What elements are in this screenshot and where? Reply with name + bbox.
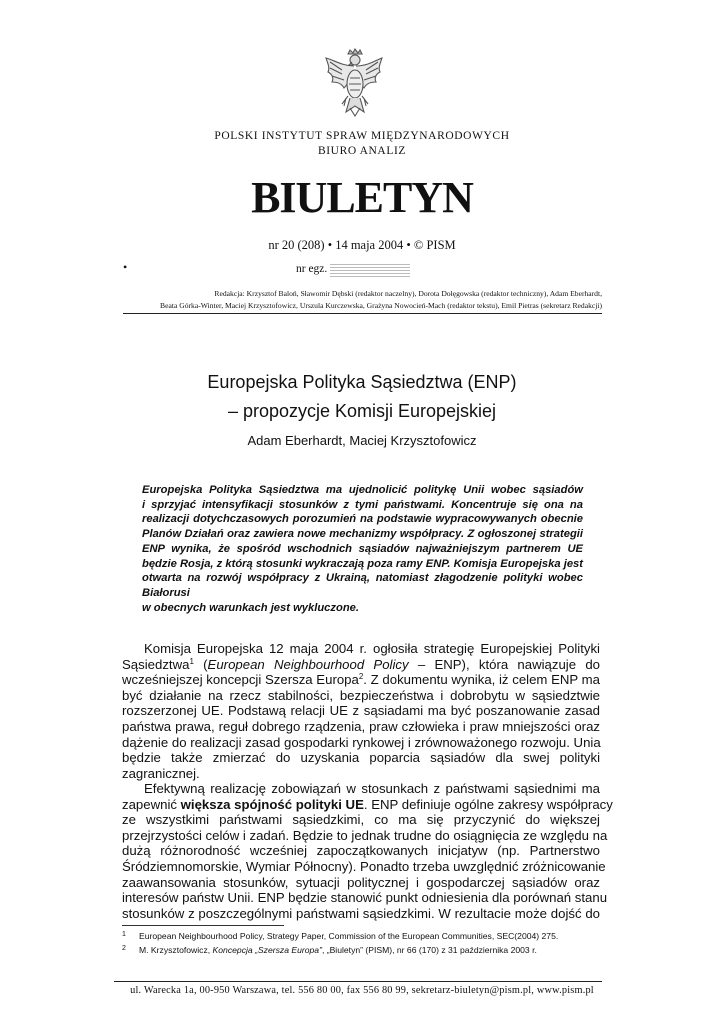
office-name: BIURO ANALIZ [317, 145, 406, 157]
text-line: być działanie na rzecz stabilności, bezpieczeństwa i dobrobytu w sąsiedztwie [122, 687, 600, 703]
publication-title: BIULETYN [251, 173, 473, 222]
text-line: Śródziemnomorskie, Wymiar Północny). Ponadto trzeba uwzględnić zróżnicowanie [122, 858, 606, 874]
copy-number-label: nr egz. [296, 263, 328, 275]
header-divider [123, 313, 602, 314]
text-line: interesów państw Unii. ENP będzie stanowić punkt odniesienia dla porównań stanu [122, 890, 608, 906]
editorial-board [123, 288, 602, 312]
emphasis: większa spójność polityki UE [180, 796, 364, 812]
footnote: 2 M. Krzysztofowicz, Koncepcja „Szersza Europa”, „Biuletyn” (PISM), nr 66 (170) z 31 października 2003 r. [122, 944, 537, 955]
body-paragraph-2 [122, 781, 613, 921]
text-line: wcześniejszej koncepcji Szersza Europa$^2$. Z dokumentu wynika, iż celem ENP ma [122, 672, 600, 688]
text-line: rozszerzonej UE. Podstawą relacji UE z sąsiadami ma być poszanowanie zasad [122, 703, 600, 719]
abstract-line: będzie Rosja, z którą stosunki wykraczają poza ramy ENP. Komisja Europejska jest [142, 557, 583, 570]
footer-divider [114, 981, 602, 982]
header-bullet: • [123, 260, 128, 274]
text-line: przejrzystości celów i zadań. Będzie to jednak trudne do osiągnięcia ze względu na [122, 827, 608, 843]
text-line: zagranicznej. [122, 765, 200, 781]
footnote-ref[interactable]: 1 [189, 656, 194, 666]
text-line: Efektywną realizację zobowiązań w stosunkach z państwami sąsiednimi ma [144, 781, 600, 796]
text-line: dużą różnorodność wcześniej zapoczątkowanych inicjatyw (np. Partnerstwo [122, 843, 600, 859]
abstract-line: otwarta na rozwój współpracy z Ukrainą, natomiast złagodzenie polityki wobec [142, 572, 583, 585]
text-line: państwa prawa, reguł dobrego rządzenia, praw człowieka i praw mniejszości oraz [122, 718, 600, 734]
polish-eagle-emblem-icon [322, 48, 386, 118]
footnote-divider [122, 925, 284, 926]
text-line: Sąsiedztwa$^1$ (European Neighbourhood Policy – ENP), która nawiązuje do [122, 656, 600, 672]
footnote: 1 European Neighbourhood Policy, Strategy Paper, Commission of the European Communities, SEC(2004) 275. [122, 931, 559, 941]
editors-line: Redakcja: Krzysztof Baloń, Sławomir Dębski (redaktor naczelny), Dorota Dołęgowska (redaktor techniczny), Adam Eberhardt, [214, 289, 602, 298]
institute-name: POLSKI INSTYTUT SPRAW MIĘDZYNARODOWYCH [214, 130, 510, 142]
text-line: zaawansowania stosunków, sytuacji politycznej i gospodarczej sąsiadów oraz [122, 874, 600, 890]
abstract-line: Białorusi [142, 586, 190, 599]
text-line: Komisja Europejska 12 maja 2004 r. ogłosiła strategię Europejskiej Polityki [144, 641, 600, 656]
copy-number-field [330, 262, 410, 277]
text-line: zapewnić większa spójność polityki UE. ENP definiuje ogólne zakresy współpracy [122, 796, 613, 812]
article-title: Europejska Polityka Sąsiedztwa (ENP) [207, 372, 517, 392]
editors-line: Beata Górka-Winter, Maciej Krzysztofowicz, Urszula Kurczewska, Grażyna Nowocień-Mach (redaktor tekstu), Emil Pietras (sekretarz Redakcji) [160, 301, 602, 310]
abstract-line: Planów Działań oraz zawiera nowe mechanizmy współpracy. Z ogłoszonej strategii [142, 528, 583, 541]
footer-address: ul. Warecka 1a, 00-950 Warszawa, tel. 556 80 00, fax 556 80 99, sekretarz-biuletyn@pism.pl, www.pism.pl [130, 985, 594, 996]
abstract-line: i sprzyjać intensyfikacji stosunków z tymi państwami. Koncentruje się ona na [142, 498, 583, 511]
text-line: ze wszystkimi państwami sąsiedzkimi, co ma się przyczynić do większej [122, 812, 600, 828]
footnote-ref[interactable]: 2 [358, 672, 364, 682]
abstract-line: realizacji dotychczasowych porozumień na podstawie wypracowywanych obecnie [142, 513, 583, 526]
issue-info: nr 20 (208) • 14 maja 2004 • © PISM [268, 238, 456, 252]
article-subtitle: – propozycje Komisji Europejskiej [227, 401, 497, 421]
abstract-line: Europejska Polityka Sąsiedztwa ma ujednolicić politykę Unii wobec sąsiadów [142, 484, 583, 496]
text-line: stosunków z poszczególnymi państwami sąsiedzkimi. W rezultacie może dojść do [122, 905, 600, 921]
abstract-line: w obecnych warunkach jest wykluczone. [142, 601, 359, 614]
article-abstract [142, 483, 583, 615]
body-paragraph-1 [122, 641, 600, 781]
article-authors: Adam Eberhardt, Maciej Krzysztofowicz [247, 433, 477, 448]
abstract-line: ENP wynika, że spośród wschodnich sąsiadów najważniejszym partnerem UE [142, 542, 583, 555]
footnotes [122, 929, 612, 956]
text-line: dążenie do realizacji zasad gospodarki rynkowej i zrównoważonego rozwoju. Unia [122, 734, 601, 750]
text-line: będzie także zmierzać do uzyskania poparcia sąsiadów dla swej polityki [122, 750, 600, 766]
